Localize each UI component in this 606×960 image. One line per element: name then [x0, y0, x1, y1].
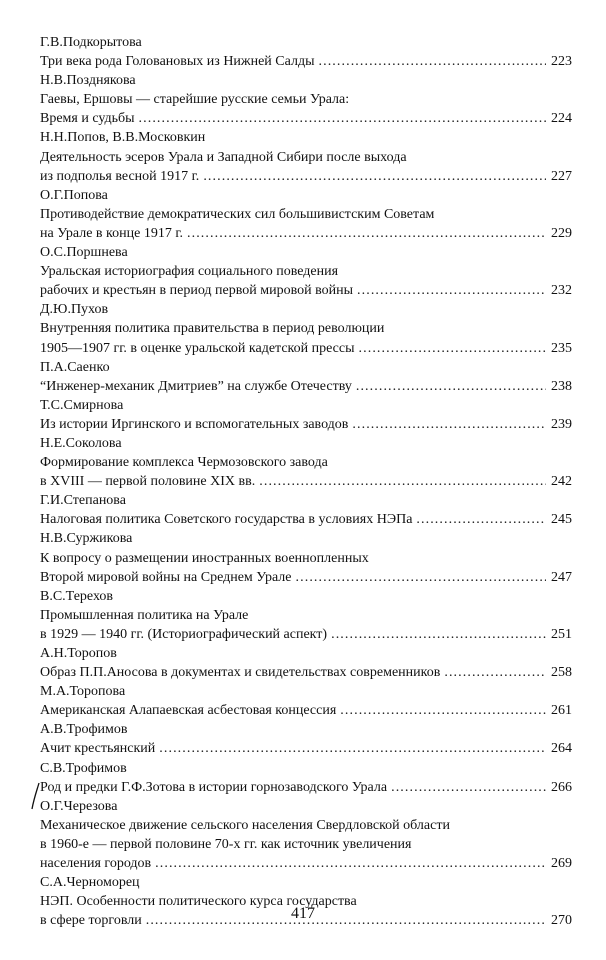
toc-page-ref: 264: [551, 741, 572, 757]
toc-title-line: Механическое движение сельского населения Свердловской области: [40, 817, 450, 833]
toc-page-ref: 224: [551, 111, 572, 127]
toc-title-row: [40, 739, 572, 758]
dot-leader: [391, 778, 546, 797]
toc-entry: [40, 243, 572, 300]
toc-entry: [40, 797, 572, 873]
toc-entry: [40, 396, 572, 434]
toc-page-ref: 266: [551, 779, 572, 795]
dot-leader: [352, 415, 546, 434]
dot-leader: [296, 568, 546, 587]
dot-leader: [416, 510, 546, 529]
toc-entry: [40, 529, 572, 586]
dot-leader: [139, 109, 546, 128]
dot-leader: [187, 224, 546, 243]
toc-title-line: в 1929 — 1940 гг. (Историографический аспект): [40, 626, 328, 642]
toc-page-ref: 239: [551, 416, 572, 432]
toc-author: В.С.Терехов: [40, 588, 114, 604]
toc-entry: [40, 71, 572, 128]
toc-title-line: Формирование комплекса Чермозовского завода: [40, 455, 328, 471]
toc-title-line: Гаевы, Ершовы — старейшие русские семьи Урала:: [40, 92, 350, 108]
toc-page-ref: 251: [551, 626, 572, 642]
dot-leader: [359, 339, 546, 358]
toc-author: О.С.Поршнева: [40, 245, 128, 261]
toc-title-line: Противодействие демократических сил большивистским Советам: [40, 206, 435, 222]
toc-title-line: из подполья весной 1917 г.: [40, 168, 200, 184]
toc-page-ref: 242: [551, 474, 572, 490]
dot-leader: [155, 854, 546, 873]
toc-page-ref: 232: [551, 283, 572, 299]
dot-leader: [331, 625, 546, 644]
dot-leader: [319, 52, 547, 71]
toc-title-row: [40, 854, 572, 873]
toc-title-row: [40, 510, 572, 529]
toc-entry: [40, 128, 572, 185]
toc-title-line: Промышленная политика на Урале: [40, 607, 249, 623]
toc-title-line: в 1960-е — первой половине 70-х гг. как источник увеличения: [40, 836, 412, 852]
toc-author: О.Г.Черезова: [40, 798, 118, 814]
toc-author: Г.В.Подкорытова: [40, 35, 142, 50]
toc-title-line: НЭП. Особенности политического курса государства: [40, 894, 357, 910]
toc-title-line: рабочих и крестьян в период первой мировой войны: [40, 283, 354, 299]
toc-page-ref: 270: [551, 913, 572, 929]
toc-author: С.А.Черноморец: [40, 875, 140, 891]
toc-title-line: Внутренняя политика правительства в период революции: [40, 321, 385, 337]
toc-title-line: Второй мировой войны на Среднем Урале: [40, 569, 292, 585]
toc-entry: [40, 491, 572, 529]
toc-title-row: [40, 109, 572, 128]
toc-entry: [40, 644, 572, 682]
table-of-contents: [40, 33, 572, 930]
toc-title-line: Образ П.П.Аносова в документах и свидетельствах современников: [40, 665, 441, 681]
toc-author: Н.В.Позднякова: [40, 73, 136, 89]
dot-leader: [356, 377, 546, 396]
toc-page-ref: 245: [551, 512, 572, 528]
toc-title-row: [40, 281, 572, 300]
dot-leader: [159, 739, 546, 758]
dot-leader: [444, 663, 546, 682]
toc-author: Н.В.Суржикова: [40, 531, 133, 547]
toc-title-row: [40, 472, 572, 491]
dot-leader: [259, 472, 546, 491]
toc-page-ref: 269: [551, 856, 572, 872]
toc-author: С.В.Трофимов: [40, 760, 127, 776]
toc-page-ref: 235: [551, 340, 572, 356]
toc-author: М.А.Торопова: [40, 684, 126, 700]
toc-title-line: Род и предки Г.Ф.Зотова в истории горнозаводского Урала: [40, 779, 388, 795]
toc-entry: [40, 358, 572, 396]
toc-entry: [40, 186, 572, 243]
toc-author: Н.Е.Соколова: [40, 435, 122, 451]
toc-title-line: Из истории Иргинского и вспомогательных заводов: [40, 416, 349, 432]
dot-leader: [203, 167, 546, 186]
toc-title-line: на Урале в конце 1917 г.: [40, 225, 183, 241]
toc-title-line: Уральская историография социального поведения: [40, 264, 339, 280]
toc-entry: [40, 587, 572, 644]
toc-page-ref: 258: [551, 665, 572, 681]
toc-title-line: населения городов: [40, 856, 152, 872]
dot-leader: [357, 281, 546, 300]
toc-author: А.Н.Торопов: [40, 646, 117, 661]
toc-page-ref: 261: [551, 703, 572, 719]
toc-title-line: Три века рода Головановых из Нижней Салды: [40, 54, 315, 70]
toc-title-row: [40, 625, 572, 644]
toc-page-ref: 229: [551, 225, 572, 241]
toc-page-ref: 227: [551, 168, 572, 184]
toc-title-row: [40, 167, 572, 186]
toc-title-line: Американская Алапаевская асбестовая концессия: [40, 703, 337, 719]
toc-entry: [40, 682, 572, 720]
page-number: 417: [291, 905, 315, 922]
toc-entry: [40, 759, 572, 797]
toc-title-row: [40, 377, 572, 396]
toc-title-line: Деятельность эсеров Урала и Западной Сибири после выхода: [40, 149, 407, 165]
toc-author: Т.С.Смирнова: [40, 397, 124, 413]
toc-title-line: “Инженер-механик Дмитриев” на службе Отечеству: [40, 378, 352, 394]
toc-page-ref: 223: [551, 54, 572, 70]
toc-entry: [40, 33, 572, 71]
toc-title-row: [40, 701, 572, 720]
toc-author: Н.Н.Попов, В.В.Московкин: [40, 130, 206, 146]
toc-title-row: [40, 568, 572, 587]
dot-leader: [340, 701, 546, 720]
toc-title-line: Налоговая политика Советского государства в условиях НЭПа: [40, 512, 413, 528]
toc-title-row: [40, 778, 572, 797]
toc-page-ref: 247: [551, 569, 572, 585]
toc-author: Г.И.Степанова: [40, 493, 126, 509]
toc-author: О.Г.Попова: [40, 187, 108, 203]
toc-page-ref: 238: [551, 378, 572, 394]
toc-title-line: Время и судьбы: [40, 111, 135, 127]
toc-title-line: 1905—1907 гг. в оценке уральской кадетской прессы: [40, 340, 355, 356]
toc-title-line: К вопросу о размещении иностранных военнопленных: [40, 550, 369, 566]
toc-title-row: [40, 663, 572, 682]
toc-title-row: [40, 415, 572, 434]
toc-author: Д.Ю.Пухов: [40, 302, 109, 318]
toc-title-line: в сфере торговли: [40, 913, 142, 929]
toc-author: А.В.Трофимов: [40, 722, 128, 738]
toc-title-line: в XVIII — первой половине XIX вв.: [40, 474, 256, 490]
toc-entry: [40, 720, 572, 758]
toc-entry: [40, 300, 572, 357]
toc-author: П.А.Саенко: [40, 359, 110, 375]
toc-title-line: Ачит крестьянский: [40, 741, 156, 757]
toc-title-row: [40, 339, 572, 358]
handwritten-pen-mark: [30, 782, 42, 810]
toc-title-row: [40, 52, 572, 71]
toc-entry: [40, 434, 572, 491]
toc-title-row: [40, 224, 572, 243]
